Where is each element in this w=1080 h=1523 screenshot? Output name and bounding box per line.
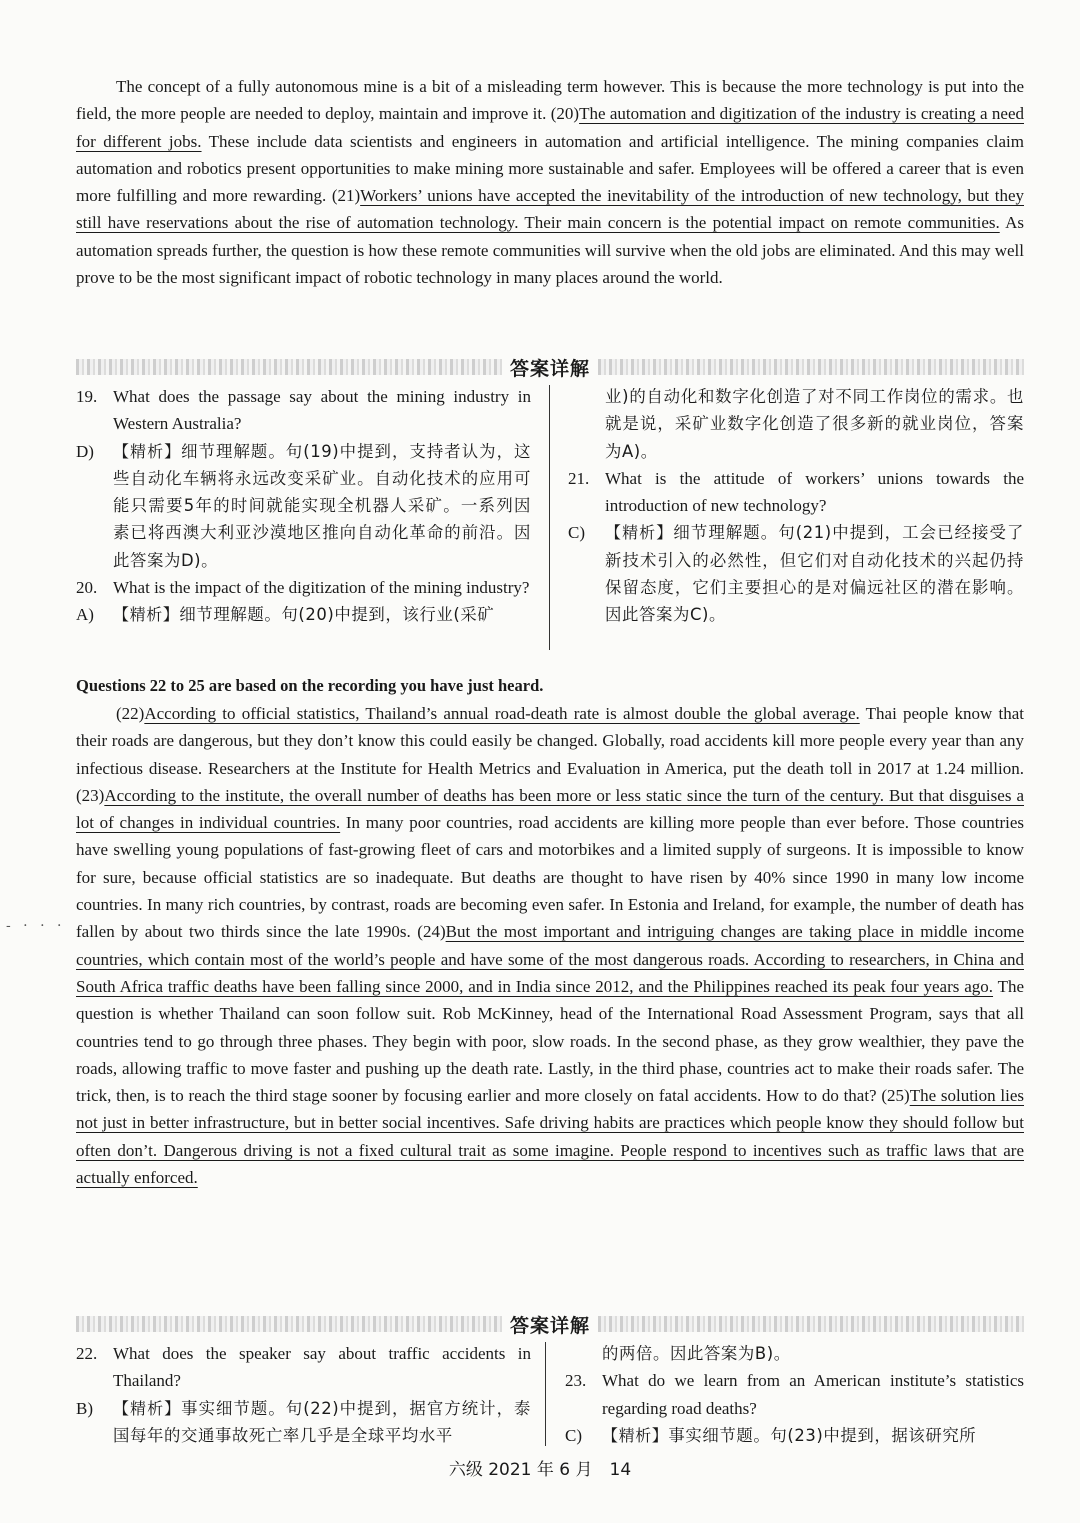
question-22: 22. What does the speaker say about traffic accidents in Thailand? (76, 1344, 531, 1391)
analysis-tag: 【精析】 (605, 523, 674, 543)
banner-title: 答案详解 (502, 1311, 598, 1338)
analysis-tag: 【精析】 (113, 605, 180, 625)
passage-1-mid: These include data scientists and engineers in automation and artificial intelligence. The mining companies claim automation and robotics present opportunities to make mining more sustainable and safer. Employees will be offered a career that is even more fulfilling and more rewarding. (76, 131, 1025, 206)
answer-21: C) 【精析】细节理解题。句(21)中提到，工会已经接受了新技术引入的必然性，但它们对自动化技术的兴起仍持保留态度，它们主要担心的是对偏远社区的潜在影响。因此答案为C)。 (568, 523, 1024, 625)
banner-stripe-left (76, 1316, 502, 1332)
banner-stripe-left (76, 359, 502, 375)
banner-title: 答案详解 (502, 354, 598, 381)
question-20: 20. What is the impact of the digitization of the mining industry? (76, 578, 530, 598)
banner-stripe-right (598, 1316, 1024, 1332)
margin-mark: - · · · (6, 918, 66, 934)
marker-25: (25) (881, 1086, 910, 1106)
question-19: 19. What does the passage say about the mining industry in Western Australia? (76, 387, 531, 434)
marker-22: (22) (116, 704, 145, 723)
key-sentence-22: According to official statistics, Thailand’s annual road-death rate is almost double the global average. (144, 704, 860, 723)
marker-21: (21) (331, 186, 361, 206)
answers-2-right-column (565, 1340, 1024, 1449)
answer-22-start: B) 【精析】事实细节题。句(22)中提到，据官方统计，泰国每年的交通事故死亡率几乎是全球平均水平 (76, 1398, 531, 1445)
key-sentence-24: But the most important and intriguing changes are taking place in middle income countries, which contain most of the world’s people and have some of the most dangerous roads. According to researchers, in China and South Africa traffic deaths have been falling since 2000, and in India since 2012, and the Philippines reached its peak four years ago. (76, 922, 1025, 996)
answer-banner-1 (76, 355, 1024, 379)
question-21: 21. What is the attitude of workers’ unions towards the introduction of new technology? (568, 468, 1024, 516)
key-sentence-23: According to the institute, the overall number of deaths has been more or less static since the turn of the century. But that disguises a lot of changes in individual countries. (76, 785, 1024, 833)
answers-1-right-column (568, 383, 1024, 629)
question-23: 23. What do we learn from an American institute’s statistics regarding road deaths? (565, 1371, 1024, 1418)
answer-20-continued: 业)的自动化和数字化创造了对不同工作岗位的需求。也就是说，采矿业数字化创造了很多新的就业岗位，答案为A)。 (605, 387, 1024, 461)
answers-1-left-column (76, 383, 531, 629)
passage-1-pre: The concept of a fully autonomous mine is a bit of a misleading term however. This is because the more technology is put into the field, the more people are needed to deploy, maintain and improve it. (76, 77, 1024, 124)
analysis-tag: 【精析】 (113, 1398, 182, 1418)
passage-1-post: As automation spreads further, the question is how these remote communities will survive when the old jobs are eliminated. And this may well prove to be the most significant impact of robotic technology in many places around the world. (76, 213, 1024, 288)
key-sentence-21: Workers’ unions have accepted the inevitability of the introduction of new technology, but they still have reservations about the rise of automation technology. Their main concern is the potential impact on remote communities. (76, 186, 1024, 233)
banner-stripe-right (598, 359, 1024, 375)
key-sentence-20: The automation and digitization of the industry is creating a need for different jobs. (76, 104, 1024, 151)
key-sentence-25: The solution lies not just in better infrastructure, but in better social incentives. Safe driving habits are practices which people know they should follow but often don’t. Dangerous driving is not a fixed cultural trait as some imagine. People respond to incentives such as traffic laws that are actually enforced. (76, 1086, 1024, 1188)
marker-20: (20) (550, 104, 580, 124)
analysis-tag: 【精析】 (113, 441, 182, 461)
section-heading: Questions 22 to 25 are based on the recording you have just heard. (76, 676, 544, 695)
page-footer: 六级 2021 年 6 月 14 (448, 1460, 632, 1480)
analysis-tag: 【精析】 (602, 1425, 669, 1445)
column-divider-2 (545, 1342, 546, 1446)
answers-2-left-column (76, 1340, 531, 1449)
passage-2: (22)According to official statistics, Thailand’s annual road-death rate is almost double the global average. Thai people know that their roads are dangerous, but they don’t know this could easily be changed. Globally, road accidents kill more people every year than any infectious disease. Researchers at the Institute for Health Metrics and Evaluation in America, put the death toll in 2017 at 1.24 million. (23)According to the institute, the overall number of deaths has been more or less static since the turn of the century. But that disguises a lot of changes in individual countries. In many poor countries, road accidents are killing more people than ever before. Those countries have swelling young populations of fast-growing fleet of cars and motorbikes and a limited supply of surgeons. It is impossible to know for sure, because official statistics are so inadequate. But deaths are thought to have risen by 40% since 1990 in many low income countries. In many rich countries, by contrast, roads are becoming even safer. In Estonia and Ireland, for example, the number of death has fallen by about two thirds since the late 1990s. (24)But the most important and intriguing changes are taking place in middle income countries, which contain most of the world’s people and have some of the most dangerous roads. According to researchers, in China and South Africa traffic deaths have been falling since 2000, and in India since 2012, and the Philippines reached its peak four years ago. The question is whether Thailand can soon follow suit. Rob McKinney, head of the International Road Assessment Program, says that all countries tend to go through three phases. They begin with poor, slow roads. In the second phase, as they grow wealthier, they pave the roads, allowing traffic to move faster and pushing up the death rate. Lastly, in the third phase, countries act to make their roads safer. The trick, then, is to reach the third stage sooner by focusing earlier and more closely on fatal accidents. How to do that? (25)The solution lies not just in better infrastructure, but in better social incentives. Safe driving habits are practices which people know they should follow but often don’t. Dangerous driving is not a fixed cultural trait as some imagine. People respond to incentives such as traffic laws that are actually enforced. (76, 704, 1025, 1188)
answer-22-continued: 的两倍。因此答案为B)。 (602, 1344, 791, 1363)
answer-19: D) 【精析】细节理解题。句(19)中提到，支持者认为，这些自动化车辆将永远改变采矿业。自动化技术的应用可能只需要5年的时间就能实现全机器人采矿。一系列因素已将西澳大利亚沙漠地区推向自动化革命的前沿。因此答案为D)。 (76, 441, 531, 570)
marker-24: (24) (417, 922, 446, 942)
column-divider-1 (549, 385, 550, 650)
marker-23: (23) (76, 785, 105, 805)
answer-23-start: C) 【精析】事实细节题。句(23)中提到，据该研究所 (565, 1425, 977, 1445)
answer-banner-2 (76, 1312, 1024, 1336)
passage-1 (76, 73, 1024, 291)
answer-20-start: A) 【精析】细节理解题。句(20)中提到，该行业(采矿 (76, 605, 495, 625)
